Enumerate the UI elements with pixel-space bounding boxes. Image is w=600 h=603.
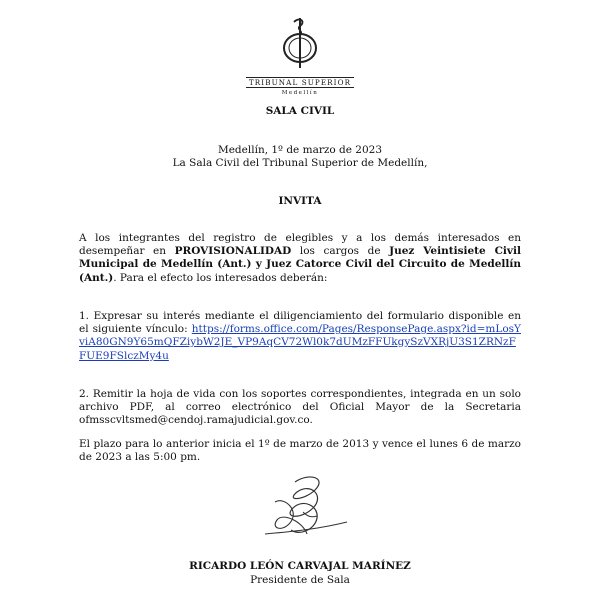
step1-text: 1. Expresar su interés mediante el diligenciamiento del formulario disponible en el siguiente vínculo: [79,310,521,336]
p1-text-end: . Para el efecto los interesados deberán: [113,271,328,284]
paragraph-step-1 [79,310,521,363]
paragraph-deadline: El plazo para lo anterior inicia el 1º de marzo de 2013 y vence el lunes 6 de marzo de 2023 a las 5:00 pm. [79,438,521,464]
step2-end: . [309,414,313,427]
p1-bold-positions: Juez Veintisiete Civil Municipal de Medellín (Ant.) y Juez Catorce Civil del Circuito de Medellín (Ant.) [79,245,521,284]
logo-subtext: Medellín [281,90,319,96]
org-line: La Sala Civil del Tribunal Superior de Medellín, [172,157,428,169]
p1-text: A los integrantes del registro de elegibles y a los demás interesados en desempeñar en [79,232,521,258]
paragraph-invitation [79,232,521,285]
tribunal-logo [240,14,360,94]
signatory-name: RICARDO LEÓN CARVAJAL MARÍNEZ [189,560,411,572]
invita-heading: INVITA [278,195,322,207]
handwritten-signature [255,472,355,544]
form-link[interactable]: https://forms.office.com/Pages/ResponsePage.aspx?id=mLosYviA80GN9Y65mQFZiybW2JE_VP9AqCV72Wl0k7dUMzFFUkgySzVXRjU3S1ZRNzFFUE9FSlczMy4u [79,323,521,362]
step2-text: 2. Remitir la hoja de vida con los soportes correspondientes, integrada en un solo archivo PDF, al correo electrónico del Oficial Mayor de la Secretaria [79,388,521,414]
p1-bold-provisionalidad: PROVISIONALIDAD [174,245,292,258]
section-title: SALA CIVIL [265,105,335,117]
signatory-role: Presidente de Sala [250,574,350,586]
p1-text-mid: los cargos de [291,245,390,258]
logo-text: TRIBUNAL SUPERIOR [246,77,354,88]
secretaria-email[interactable]: ofmsscvltsmed@cendoj.ramajudicial.gov.co [79,414,310,427]
date-line: Medellín, 1º de marzo de 2023 [217,144,383,156]
tribunal-emblem-icon [270,14,330,70]
paragraph-step-2 [79,388,521,428]
